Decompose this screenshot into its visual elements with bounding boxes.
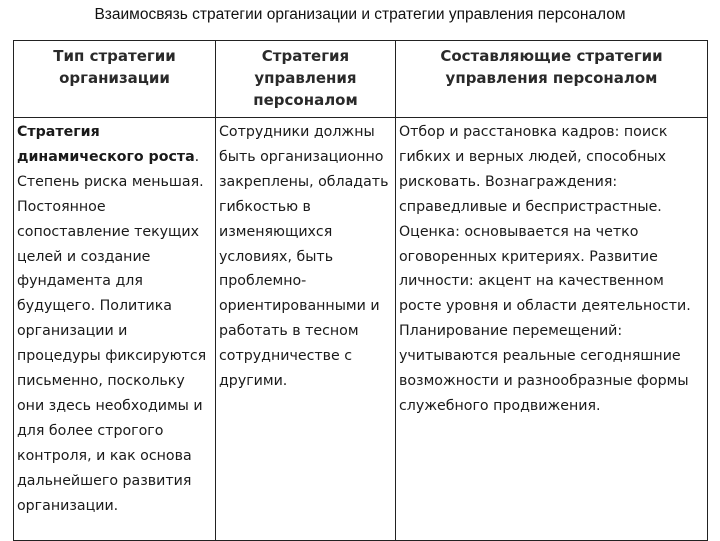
strategy-table xyxy=(13,40,708,541)
cell-strategy-components xyxy=(396,118,708,541)
table-header-row xyxy=(14,41,708,118)
table-row xyxy=(14,118,708,541)
document-title: Взаимосвязь стратегии организации и стратегии управления персоналом xyxy=(94,6,626,23)
strategy-description: . Степень риска меньшая. Постоянное сопоставление текущих целей и создание фундамента для будущего. Политика организации и процедуры фиксируются письменно, поскольку они здесь необходимы и для более строгого контроля, и как основа дальнейшего развития организации. xyxy=(17,148,207,514)
cell-personnel-strategy xyxy=(216,118,396,541)
strategy-name: Стратегия динамического роста xyxy=(17,124,195,165)
header-organization-strategy-type: Тип стратегии организации xyxy=(14,41,216,118)
personnel-strategy-text: Сотрудники должны быть организационно закреплены, обладать гибкостью в изменяющихся условиях, быть проблемно-ориентированными и работать в тесном сотрудничестве с другими. xyxy=(219,124,389,390)
header-personnel-management-strategy: Стратегия управления персоналом xyxy=(216,41,396,118)
header-strategy-components: Составляющие стратегии управления персоналом xyxy=(396,41,708,118)
cell-organization-strategy xyxy=(14,118,216,541)
strategy-components-text: Отбор и расстановка кадров: поиск гибких и верных людей, способных рисковать. Вознаграждения: справедливые и беспристрастные. Оценка: основывается на четко оговоренных критериях. Развитие личности: акцент на качественном росте уровня и области деятельности. Планирование перемещений: учитываются реальные сегодняшние возможности и разнообразные формы служебного продвижения. xyxy=(399,124,691,414)
